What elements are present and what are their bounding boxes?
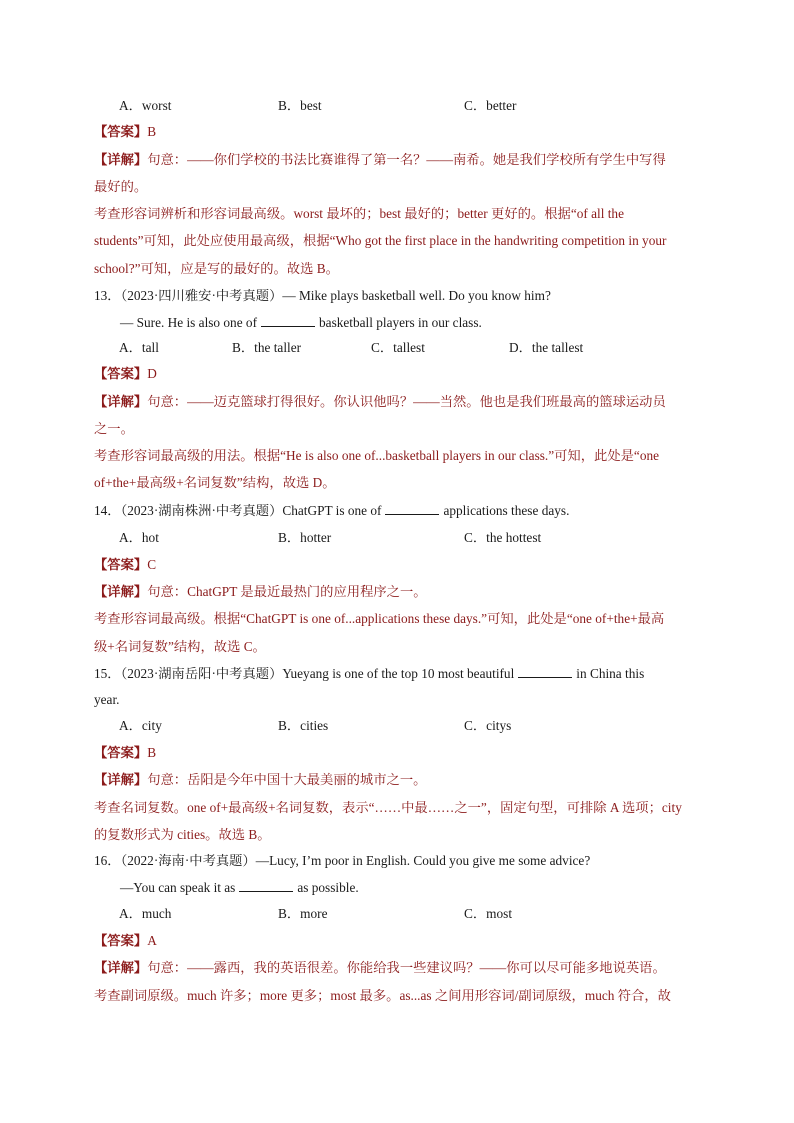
detail-tag: 【详解】 [94,394,148,409]
q13-option-c: C．tallest [371,340,425,355]
stem-part: —You can speak it as [120,880,236,895]
stem-part: 14．（2023·湖南株洲·中考真题）ChatGPT is one of [94,503,382,518]
q16-option-c: C．most [464,906,513,921]
q15-answer [94,743,704,763]
stem-part: — Sure. He is also one of [120,315,258,330]
stem-part: applications these days. [443,503,570,518]
answer-value: B [147,124,157,139]
answer-tag: 【答案】 [94,933,148,948]
answer-tag: 【答案】 [94,124,148,139]
q13-analysis-2: of+the+最高级+名词复数”结构，故选 D。 [94,475,336,490]
answer-value: C [147,557,157,572]
q13-option-a: A．tall [119,340,159,355]
answer-blank [261,314,315,327]
q13-stem: 13．（2023·四川雅安·中考真题）— Mike plays basketball well. Do you know him? [94,288,551,303]
q12-option-b: B．best [278,98,322,113]
q16-answer [94,931,704,951]
detail-text: 句意：——迈克篮球打得很好。你认识他吗？——当然。他也是我们班最高的篮球运动员 [147,394,666,409]
detail-text: 句意：岳阳是今年中国十大最美丽的城市之一。 [147,772,427,787]
detail-tag: 【详解】 [94,152,148,167]
detail-tag: 【详解】 [94,772,148,787]
q12-detail-cont: 最好的。 [94,179,148,194]
q15-analysis-2: 的复数形式为 cities。故选 B。 [94,827,271,842]
q12-analysis-1: 考查形容词辨析和形容词最高级。worst 最坏的；best 最好的；better 更好的。根据“of all the [94,206,624,221]
answer-value: B [147,745,157,760]
q16-analysis-1: 考查副词原级。much 许多；more 更多；most 最多。as...as 之间用形容词/副词原级，much 符合，故 [94,988,671,1003]
q16-option-b: B．more [278,906,328,921]
q16-option-a: A．much [119,906,172,921]
q15-analysis-1: 考查名词复数。one of+最高级+名词复数，表示“……中最……之一”，固定句型，可排除 A 选项；city [94,800,682,815]
q15-option-c: C．citys [464,718,512,733]
q12-option-c: C．better [464,98,517,113]
stem-part: as possible. [297,880,359,895]
q13-detail-cont: 之一。 [94,421,134,436]
q12-analysis-3: school?”可知，应是写的最好的。故选 B。 [94,261,339,276]
answer-value: A [147,933,157,948]
q13-answer [94,364,704,384]
q16-stem-2 [120,878,730,898]
q13-option-b: B．the taller [232,340,302,355]
q15-stem-2: year. [94,692,120,707]
answer-tag: 【答案】 [94,745,148,760]
detail-tag: 【详解】 [94,960,148,975]
q14-option-a: A．hot [119,530,159,545]
detail-text: 句意：——露西，我的英语很差。你能给我一些建议吗？——你可以尽可能多地说英语。 [147,960,666,975]
q12-option-a: A．worst [119,98,172,113]
q12-detail [94,150,704,170]
answer-blank [239,879,293,892]
q14-detail [94,582,704,602]
detail-text: 句意：ChatGPT 是最近最热门的应用程序之一。 [147,584,427,599]
q14-analysis-1: 考查形容词最高级。根据“ChatGPT is one of...applications these days.”可知，此处是“one of+the+最高 [94,611,665,626]
answer-tag: 【答案】 [94,366,148,381]
q14-analysis-2: 级+名词复数”结构，故选 C。 [94,639,266,654]
detail-text: 句意：——你们学校的书法比赛谁得了第一名？——南希。她是我们学校所有学生中写得 [147,152,666,167]
q13-stem-2 [120,313,730,333]
stem-part: in China this [576,666,645,681]
q13-option-d: D．the tallest [509,340,584,355]
q14-stem [94,501,704,521]
q15-option-b: B．cities [278,718,329,733]
q15-detail [94,770,704,790]
answer-tag: 【答案】 [94,557,148,572]
detail-tag: 【详解】 [94,584,148,599]
q12-answer [94,122,704,142]
q16-detail [94,958,704,978]
q12-analysis-2: students”可知，此处应使用最高级，根据“Who got the first place in the handwriting competition in your [94,233,667,248]
answer-blank [385,502,439,515]
q14-option-c: C．the hottest [464,530,542,545]
q15-stem [94,664,704,684]
stem-part: basketball players in our class. [319,315,482,330]
q16-stem: 16．（2022·海南·中考真题）—Lucy, I’m poor in English. Could you give me some advice? [94,853,591,868]
q13-analysis-1: 考查形容词最高级的用法。根据“He is also one of...basketball players in our class.”可知，此处是“one [94,448,660,463]
stem-part: 15．（2023·湖南岳阳·中考真题）Yueyang is one of the top 10 most beautiful [94,666,515,681]
answer-blank [518,665,572,678]
q13-detail [94,392,704,412]
q14-option-b: B．hotter [278,530,332,545]
answer-value: D [147,366,157,381]
q14-answer [94,555,704,575]
q15-option-a: A．city [119,718,162,733]
